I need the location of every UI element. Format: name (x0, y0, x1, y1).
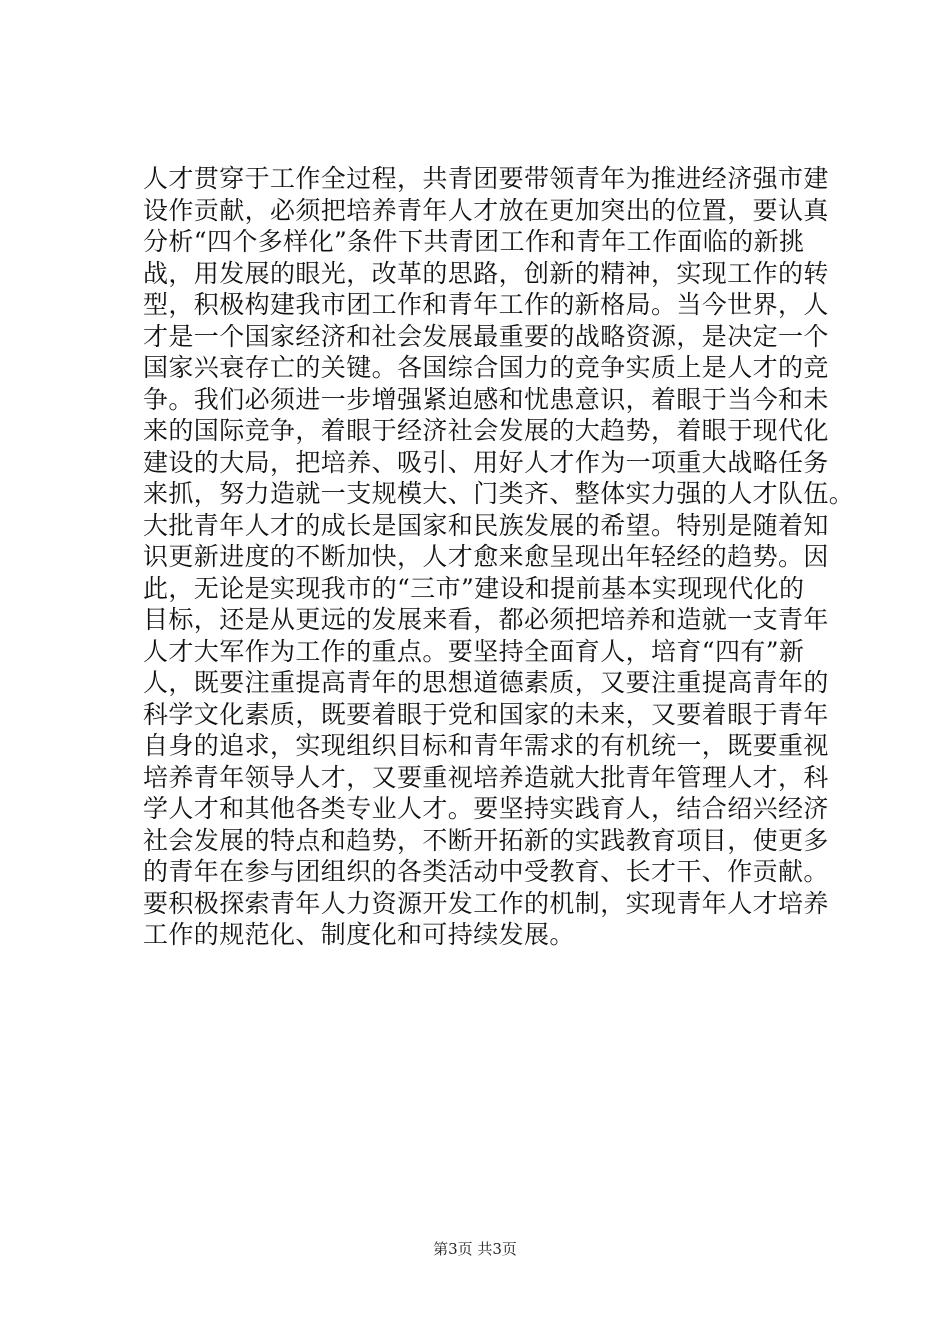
text-line: 人才贯穿于工作全过程，共青团要带领青年为推进经济强市建 (143, 164, 829, 193)
text-line: 要积极探索青年人力资源开发工作的机制，实现青年人才培养 (143, 888, 829, 918)
text-line: 国家兴衰存亡的关键。各国综合国力的竞争实质上是人才的竞 (143, 353, 829, 382)
text-line: 来抓，努力造就一支规模大、门类齐、整体实力强的人才队伍。 (143, 479, 855, 508)
text-line: 型，积极构建我市团工作和青年工作的新格局。当今世界，人 (143, 290, 829, 319)
text-line: 社会发展的特点和趋势，不断开拓新的实践教育项目，使更多 (143, 825, 829, 855)
text-line: 大批青年人才的成长是国家和民族发展的希望。特别是随着知 (143, 510, 829, 540)
text-line: 识更新进度的不断加快，人才愈来愈呈现出年轻经的趋势。因 (143, 542, 829, 571)
body-paragraph (143, 163, 855, 951)
text-line: 此，无论是实现我市的“三市”建设和提前基本实现现代化的 (143, 573, 805, 603)
text-line: 科学文化素质，既要着眼于党和国家的未来，又要着眼于青年 (143, 699, 829, 729)
text-line: 工作的规范化、制度化和可持续发展。 (143, 920, 575, 949)
text-line: 才是一个国家经济和社会发展最重要的战略资源，是决定一个 (143, 321, 829, 351)
text-line: 战，用发展的眼光，改革的思路，创新的精神，实现工作的转 (143, 258, 829, 288)
text-line: 分析“四个多样化”条件下共青团工作和青年工作面临的新挑 (143, 227, 805, 256)
text-line: 培养青年领导人才，又要重视培养造就大批青年管理人才，科 (143, 762, 829, 792)
text-line: 建设的大局，把培养、吸引、用好人才作为一项重大战略任务 (143, 447, 829, 477)
text-line: 来的国际竞争，着眼于经济社会发展的大趋势，着眼于现代化 (143, 416, 829, 445)
text-line: 人才大军作为工作的重点。要坚持全面育人，培育“四有”新 (143, 636, 805, 666)
text-line: 学人才和其他各类专业人才。要坚持实践育人，结合绍兴经济 (143, 794, 829, 823)
text-line: 设作贡献，必须把培养青年人才放在更加突出的位置，要认真 (143, 195, 829, 225)
page-number-label: 第3页 共3页 (433, 1240, 517, 1258)
text-line: 争。我们必须进一步增强紧迫感和忧患意识，着眼于当今和未 (143, 384, 829, 414)
text-line: 的青年在参与团组织的各类活动中受教育、长才干、作贡献。 (143, 857, 829, 886)
text-line: 人，既要注重提高青年的思想道德素质，又要注重提高青年的 (143, 668, 829, 697)
text-line: 目标，还是从更远的发展来看，都必须把培养和造就一支青年 (143, 605, 829, 634)
page-footer (0, 1239, 950, 1259)
text-line: 自身的追求，实现组织目标和青年需求的有机统一，既要重视 (143, 731, 829, 760)
